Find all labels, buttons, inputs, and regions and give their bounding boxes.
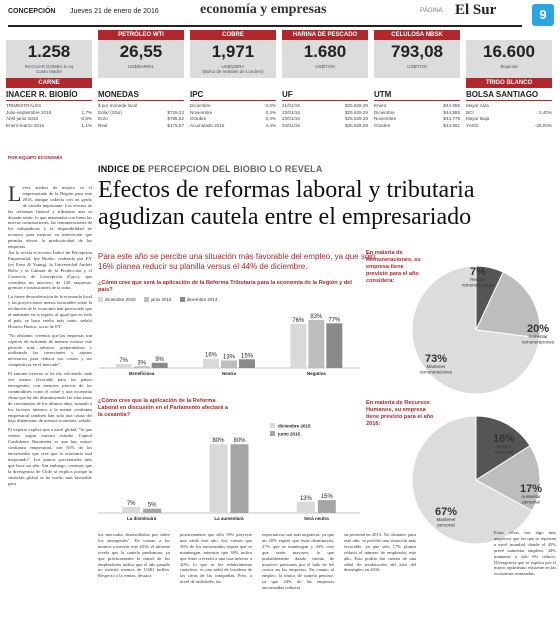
indicator-row-value: $25.629,29 bbox=[345, 109, 368, 115]
indicator-row-label: Abril-junio 2015 bbox=[6, 116, 38, 121]
legend-swatch bbox=[144, 297, 149, 302]
indicator-tables bbox=[6, 90, 554, 150]
ticker-box bbox=[6, 40, 92, 78]
pie-slice-label: Mantener bbox=[426, 364, 446, 369]
legend-item bbox=[98, 297, 136, 302]
indicator-row-value: $795,52 bbox=[167, 116, 184, 121]
indicator-row bbox=[374, 123, 460, 130]
article-column: expectativas son más negativas, ya que un 20% espera que éstas disminuyan, 27% que se mantengan y 43% cree que serán mayores, lo que probablemente dando cuenta de mayores presiones por el lado de los costos en las empresas. En cuanto al empleo, la tónica de cautela persiste, ya que 44% de las empresas encuestadas reducirá bbox=[262, 532, 334, 591]
ticker-footer bbox=[282, 78, 368, 88]
article-deck: Para este año se percibe una situación más favorable del empleo, ya que sólo 16% planea reducir su planilla versus el 44% de diciembre. bbox=[98, 252, 376, 271]
bar-value-label: 16% bbox=[204, 353, 218, 360]
bar-0-1 bbox=[143, 509, 161, 513]
indicator-row-label: Enero-marzo 2015 bbox=[6, 122, 45, 128]
ticker-title: PETRÓLEO WTI bbox=[98, 30, 184, 40]
ticker-footer: CARNE bbox=[6, 78, 92, 88]
bar-1-1 bbox=[221, 361, 237, 369]
indicator-row-value: 0,4% bbox=[265, 109, 276, 115]
indicator-row-value: $179,57 bbox=[167, 122, 184, 128]
indicator-row-label: Acumulado 2015 bbox=[190, 122, 225, 128]
ticker-footer bbox=[190, 78, 276, 88]
drop-cap: L bbox=[8, 181, 22, 206]
ticker-box bbox=[282, 40, 368, 78]
category-label: Beneficiosa bbox=[129, 371, 155, 377]
pie-slice-label: Aumentar bbox=[528, 334, 548, 339]
legend-label: diciembre 2014 bbox=[186, 297, 218, 302]
bar-1-1 bbox=[231, 444, 249, 513]
ticker-value: 26,55 bbox=[119, 42, 163, 61]
indicator-row-label: Noviembre bbox=[374, 116, 397, 121]
indicator-row-label: Mayor Alza bbox=[466, 103, 489, 108]
bar-value-label: 15% bbox=[240, 353, 254, 360]
bar-value-label: 76% bbox=[292, 318, 305, 325]
indicator-row bbox=[98, 123, 184, 130]
legend-label: diciembre 2015 bbox=[105, 297, 136, 302]
article-column: los mercados desarrollados por sobre los emergentes". En cuanto a los montos a invertir este 2016, el informe revela que la cautela predomina, ya que prácticamente la mitad de los empleadores indica que el año pasado no invirtió montos de US$1 millón. Respecto a la ventas, destaca bbox=[98, 532, 170, 579]
ticker-unit: US$/TON bbox=[315, 64, 335, 69]
indicator-row-value: $25.629,29 bbox=[345, 116, 368, 121]
indicator-row-value: 0,4% bbox=[265, 116, 276, 121]
indicator-row bbox=[190, 123, 276, 130]
article-paragraph: Así lo revela el noveno Índice de Percepción Empresarial, Ipe Biobío, realizado por EY (ex Ernst & Young), la Universidad Andrés Bello y la Cámara de la Producción y el Comercio de Concepción (Cpcc), que considera un universo de 130 empresas, gremios e instituciones de la zona. bbox=[8, 249, 92, 291]
ticker-4 bbox=[374, 30, 460, 88]
commodity-tickers bbox=[6, 30, 554, 88]
legend-item bbox=[180, 297, 218, 302]
chart-tributaria-plot bbox=[98, 302, 360, 382]
indicator-table-0 bbox=[6, 90, 92, 129]
ticker-box bbox=[190, 40, 276, 78]
indicator-table-2 bbox=[190, 90, 276, 129]
indicator-row-value: -25,00% bbox=[534, 122, 552, 128]
indicator-row-label: $ por moneda local bbox=[98, 103, 138, 108]
indicator-row-label: Octubre bbox=[374, 122, 391, 128]
location-label: CONCEPCIÓN bbox=[8, 8, 56, 15]
chart-rrhh bbox=[366, 400, 556, 550]
bar-value-label: 9% bbox=[155, 357, 165, 364]
legend-swatch bbox=[270, 431, 275, 436]
indicator-row-label: YASO bbox=[466, 122, 479, 128]
indicator-title: INACER R. BIOBÍO bbox=[6, 90, 92, 101]
ticker-footer bbox=[98, 78, 184, 88]
indicator-row-value: 1,1% bbox=[81, 122, 92, 128]
date-label: Jueves 21 de enero de 2016 bbox=[70, 8, 159, 15]
bar-0-1 bbox=[134, 367, 150, 369]
indicator-row-label: Enero bbox=[374, 103, 387, 108]
overline-rest: PERCEPCION DEL BIOBIO LO REVELA bbox=[148, 164, 323, 174]
pie-value-label: 73% bbox=[424, 353, 448, 365]
ticker-footer: TRIGO BLANCO bbox=[466, 78, 552, 88]
indicator-title: MONEDAS bbox=[98, 90, 184, 101]
bar-2-1 bbox=[308, 320, 324, 368]
bar-0-2 bbox=[152, 363, 168, 368]
chart-rrhh-title: En materia de Recursos Humanos, su empresa tiene previsto para el año 2016: bbox=[366, 400, 434, 427]
bar-value-label: 7% bbox=[119, 358, 129, 365]
indicator-row-value: $44.955 bbox=[443, 109, 460, 115]
article-paragraph: El experto explica que a nivel global, "lo que vemos según nuestro estudio Capital Confidence Barometer es que hay mayor confianza empresarial, con 83% de los encuestados que cree que la economía está mejorando". Los puntos porcentuales más que hace un año. Sin embargo, creemos que la divergencia de Chile se explica porque la situación global se ha vuelto más favorable para bbox=[8, 427, 92, 486]
pie-value-label: 7% bbox=[470, 266, 486, 278]
category-label: La aumentará bbox=[214, 516, 244, 521]
ticker-footer bbox=[374, 78, 460, 88]
chart-remuneraciones-title: En materia de Remuneraciones, su empresa tiene previsto para el año considera: bbox=[366, 250, 421, 284]
ticker-title: HARINA DE PESCADO bbox=[282, 30, 368, 40]
bar-1-0 bbox=[210, 444, 228, 513]
ticker-value: 1,971 bbox=[211, 42, 255, 61]
indicator-row-label: Euro bbox=[98, 116, 108, 121]
ticker-unit: US$/BARRIL bbox=[127, 64, 155, 69]
bar-value-label: 13% bbox=[222, 354, 236, 361]
indicator-row-value: 2,40% bbox=[538, 109, 552, 115]
bar-0-0 bbox=[116, 364, 132, 368]
overline-main: INDICE DE bbox=[98, 164, 146, 174]
bar-2-0 bbox=[297, 502, 315, 513]
ticker-1 bbox=[98, 30, 184, 88]
ticker-2 bbox=[190, 30, 276, 88]
legend-swatch bbox=[180, 297, 185, 302]
legend-label: junio 2015 bbox=[150, 297, 172, 302]
indicator-row-value: $25.629,29 bbox=[345, 122, 368, 128]
ticker-value: 1.680 bbox=[303, 42, 347, 61]
category-label: La disminuirá bbox=[127, 516, 157, 521]
ticker-title bbox=[466, 30, 552, 40]
indicator-row-label: 24/01/16 bbox=[282, 122, 300, 128]
indicator-row-label: Real bbox=[98, 122, 108, 128]
indicator-table-4 bbox=[374, 90, 460, 129]
chart-tributaria-title: ¿Cómo cree que será la aplicación de la Reforma Tributaria para la economía de la Región y del país? bbox=[98, 280, 352, 293]
category-label: Neutra bbox=[221, 371, 237, 377]
indicator-row-label: Mayor Baja bbox=[466, 116, 490, 121]
article-paragraph: La fuerte desaceleración de la economía local y las proyecciones menos favorables sobre la evolución de la economía han provocado que el ambiente en la región, al igual que en todo el país, se haya vuelto más cauto, señaló Horacio Bustos, socio de EY. bbox=[8, 294, 92, 329]
bar-value-label: 13% bbox=[299, 495, 312, 502]
chart-tributaria bbox=[98, 280, 360, 398]
ticker-note: Costo Madre bbox=[36, 69, 62, 74]
ticker-value: 16.600 bbox=[483, 42, 535, 61]
indicator-row-value: $729,22 bbox=[167, 109, 184, 115]
page-label: PÁGINA bbox=[420, 8, 443, 14]
bar-value-label: 3% bbox=[137, 360, 147, 367]
ticker-box bbox=[466, 40, 552, 78]
indicator-table-1 bbox=[98, 90, 184, 129]
indicator-row-label: 22/01/16 bbox=[282, 109, 300, 115]
indicator-row-value: $44.551 bbox=[443, 122, 460, 128]
ticker-title: CELULOSA NBSK bbox=[374, 30, 460, 40]
indicator-row-value: 1,7% bbox=[81, 109, 92, 115]
article-column: positivamente que sólo 19% proyecte una caída este año. Así, vemos que 56% de los encuestados espera que se mantengan, mientras que 38% indica que éstas crecerán a una tasa inferior a 20%, lo que se lee relativamente cauteloso, es una señal de fortaleza de las cifras de las compañías. Pero, a nivel de utilidades, las bbox=[180, 532, 252, 585]
chart-laboral-plot bbox=[98, 419, 360, 527]
indicator-row-value: 4,4% bbox=[265, 122, 276, 128]
pie-charts bbox=[366, 250, 556, 550]
indicator-row bbox=[466, 123, 552, 130]
article-overline bbox=[98, 164, 323, 174]
indicator-row-label: Noviembre bbox=[190, 109, 213, 115]
ticker-title: COBRE bbox=[190, 30, 276, 40]
indicator-title: BOLSA SANTIAGO bbox=[466, 90, 552, 101]
section-title: economía y empresas bbox=[200, 2, 327, 17]
legend-label: junio 2015 bbox=[278, 431, 301, 437]
pie-slice-label: Aumentar bbox=[521, 494, 541, 499]
pie-slice-label: personal bbox=[437, 522, 455, 528]
legend-swatch bbox=[98, 297, 103, 302]
bar-value-label: 7% bbox=[126, 500, 136, 507]
indicator-row-label: 21/01/16 bbox=[282, 103, 300, 108]
article-headline: Efectos de reformas laboral y tributaria agudizan cautela entre el empresariado bbox=[98, 177, 475, 230]
bar-value-label: 83% bbox=[310, 314, 323, 321]
header-rule bbox=[8, 25, 522, 27]
indicator-row-label: Julio-septiembre 2015 bbox=[6, 109, 52, 115]
ticker-5 bbox=[466, 30, 552, 88]
bar-2-2 bbox=[326, 324, 342, 369]
pie-slice-label: Reducir bbox=[470, 277, 486, 282]
bar-1-2 bbox=[239, 360, 255, 369]
bar-1-0 bbox=[203, 359, 219, 368]
article-left-column bbox=[8, 181, 92, 489]
pie-value-label: 67% bbox=[434, 506, 458, 518]
chart-laboral-title: ¿Cómo cree que la aplicación de la Reforma Laboral en discusión en el Parlamento afectará a la cesantía? bbox=[98, 398, 228, 418]
legend-swatch bbox=[270, 423, 275, 428]
indicator-row bbox=[282, 123, 368, 130]
ticker-value: 1.258 bbox=[27, 42, 71, 61]
indicator-row-label: Octubre bbox=[190, 116, 207, 121]
indicator-row-label: BCI bbox=[466, 109, 474, 115]
indicator-row-label: Dólar (Obs) bbox=[98, 109, 122, 115]
ticker-unit: INACUAR DOMBA S.Aq bbox=[24, 64, 74, 69]
pie-value-label: 17% bbox=[519, 483, 543, 495]
indicator-row-value: -0,6% bbox=[79, 116, 92, 121]
bar-2-0 bbox=[290, 324, 306, 368]
ticker-box bbox=[374, 40, 460, 78]
pie-slice-label: remuneraciones bbox=[419, 369, 453, 375]
ticker-note: (Bolsa de metales de Londres) bbox=[202, 69, 264, 74]
pie-slice-label: remuneraciones bbox=[521, 339, 555, 345]
bar-value-label: 80% bbox=[212, 438, 225, 445]
ticker-unit: US$/TON bbox=[407, 64, 427, 69]
bar-value-label: 80% bbox=[233, 438, 246, 445]
indicator-row-value: 0,0% bbox=[265, 103, 276, 108]
indicator-row-value: $44.955 bbox=[443, 103, 460, 108]
chart-remuneraciones-plot bbox=[366, 250, 556, 400]
ticker-value: 793,08 bbox=[391, 42, 443, 61]
ticker-unit: US$/LIBRA bbox=[221, 64, 245, 69]
indicator-table-3 bbox=[282, 90, 368, 129]
pie-value-label: 20% bbox=[526, 323, 550, 335]
ticker-box bbox=[98, 40, 184, 78]
indicator-title: UTM bbox=[374, 90, 460, 101]
pie-slice-label: Reducir bbox=[496, 444, 512, 449]
indicator-title: IPC bbox=[190, 90, 276, 101]
pie-slice-label: personal bbox=[495, 449, 513, 455]
pie-value-label: 16% bbox=[492, 433, 516, 445]
article-column: su personal en 2015. No obstante, para este año, se percibe una situación más favorable, ya que sólo 17% planea reducir el número de empleados este año. Esto podría dar cuenta de una señal de moderación del alza del desempleo en 2016. bbox=[344, 532, 416, 573]
ticker-0 bbox=[6, 30, 92, 88]
page-number-badge: 9 bbox=[532, 4, 554, 26]
article-paragraph: eves atisbos de mejora ve el empresariado de la Región para este 2016, aunque todavía con un grado de cautela importante. Los efectos de las reformas laboral y tributaria aún se dejarán sentir, lo que mantendrá con freno las nuevas contrataciones, las remuneraciones de los trabajadores y la disponibilidad de recursos para mejorar en innovación que permita elevar la productividad de las empresas. bbox=[8, 185, 92, 250]
indicator-row-label: Diciembre bbox=[190, 103, 211, 108]
article-byline: POR EQUIPO ECONOMÍA bbox=[8, 155, 63, 160]
ticker-title bbox=[6, 30, 92, 40]
article-paragraph: "No obstante, creemos que las empresas son capaces de enfrentar de manera exitosa este periodo más adverso, preparándose y realizando las inversiones y ajustes necesarios para reducir sus costos y ser competitivas en el mercado". bbox=[8, 332, 92, 368]
bar-charts bbox=[98, 280, 360, 538]
legend-item bbox=[144, 297, 172, 302]
indicator-row-label: Diciembre bbox=[374, 109, 395, 115]
newspaper-name: El Sur bbox=[455, 2, 497, 18]
page-header bbox=[0, 0, 520, 26]
bar-0-0 bbox=[122, 507, 140, 513]
category-label: Negativa bbox=[306, 371, 326, 377]
ticker-3 bbox=[282, 30, 368, 88]
indicator-row-value: $25.629,29 bbox=[345, 103, 368, 108]
bar-value-label: 77% bbox=[328, 317, 341, 324]
ticker-unit: $/quintal bbox=[500, 64, 518, 69]
article-paragraph: El entorno externo se ha ido volviendo cada vez menos favorable para los países emergentes, con menores precios de los commodities como el cobre y una economía china que ha ido disminuyendo las altas tasas de crecimiento de los últimos años, sumado a los factores internos y la menor confianza empresarial también han sido una causa del bajo dinamismo de nuestra economía, señaló. bbox=[8, 371, 92, 424]
pie-slice-label: personal bbox=[522, 499, 540, 505]
bar-value-label: 15% bbox=[320, 494, 333, 501]
bar-2-1 bbox=[318, 500, 336, 513]
indicator-row-label: TRIMESTRALES bbox=[6, 103, 42, 108]
pie-slice-label: remuneraciones bbox=[461, 282, 495, 288]
legend-label: diciembre 2015 bbox=[278, 423, 311, 429]
chart-remuneraciones bbox=[366, 250, 556, 400]
bar-value-label: 5% bbox=[147, 502, 157, 509]
indicator-row bbox=[6, 123, 92, 130]
indicator-row-value: $44.775 bbox=[443, 116, 460, 121]
chart-laboral bbox=[98, 398, 360, 538]
indicator-row-label: 23/01/16 bbox=[282, 116, 300, 121]
category-label: Será neutra bbox=[303, 516, 329, 521]
indicator-title: UF bbox=[282, 90, 368, 101]
article-right-column: Estas cifras son algo más negativas que las que se reportan a nivel mundial, donde el 45% prevé aumentar empleos, 44% mantener y sólo 6% reducir. Divergencia que se explica por el mayor optimismo existente en las economías avanzadas. bbox=[494, 530, 556, 577]
pie-slice-label: Mantener bbox=[436, 517, 456, 522]
indicator-table-5 bbox=[466, 90, 552, 129]
